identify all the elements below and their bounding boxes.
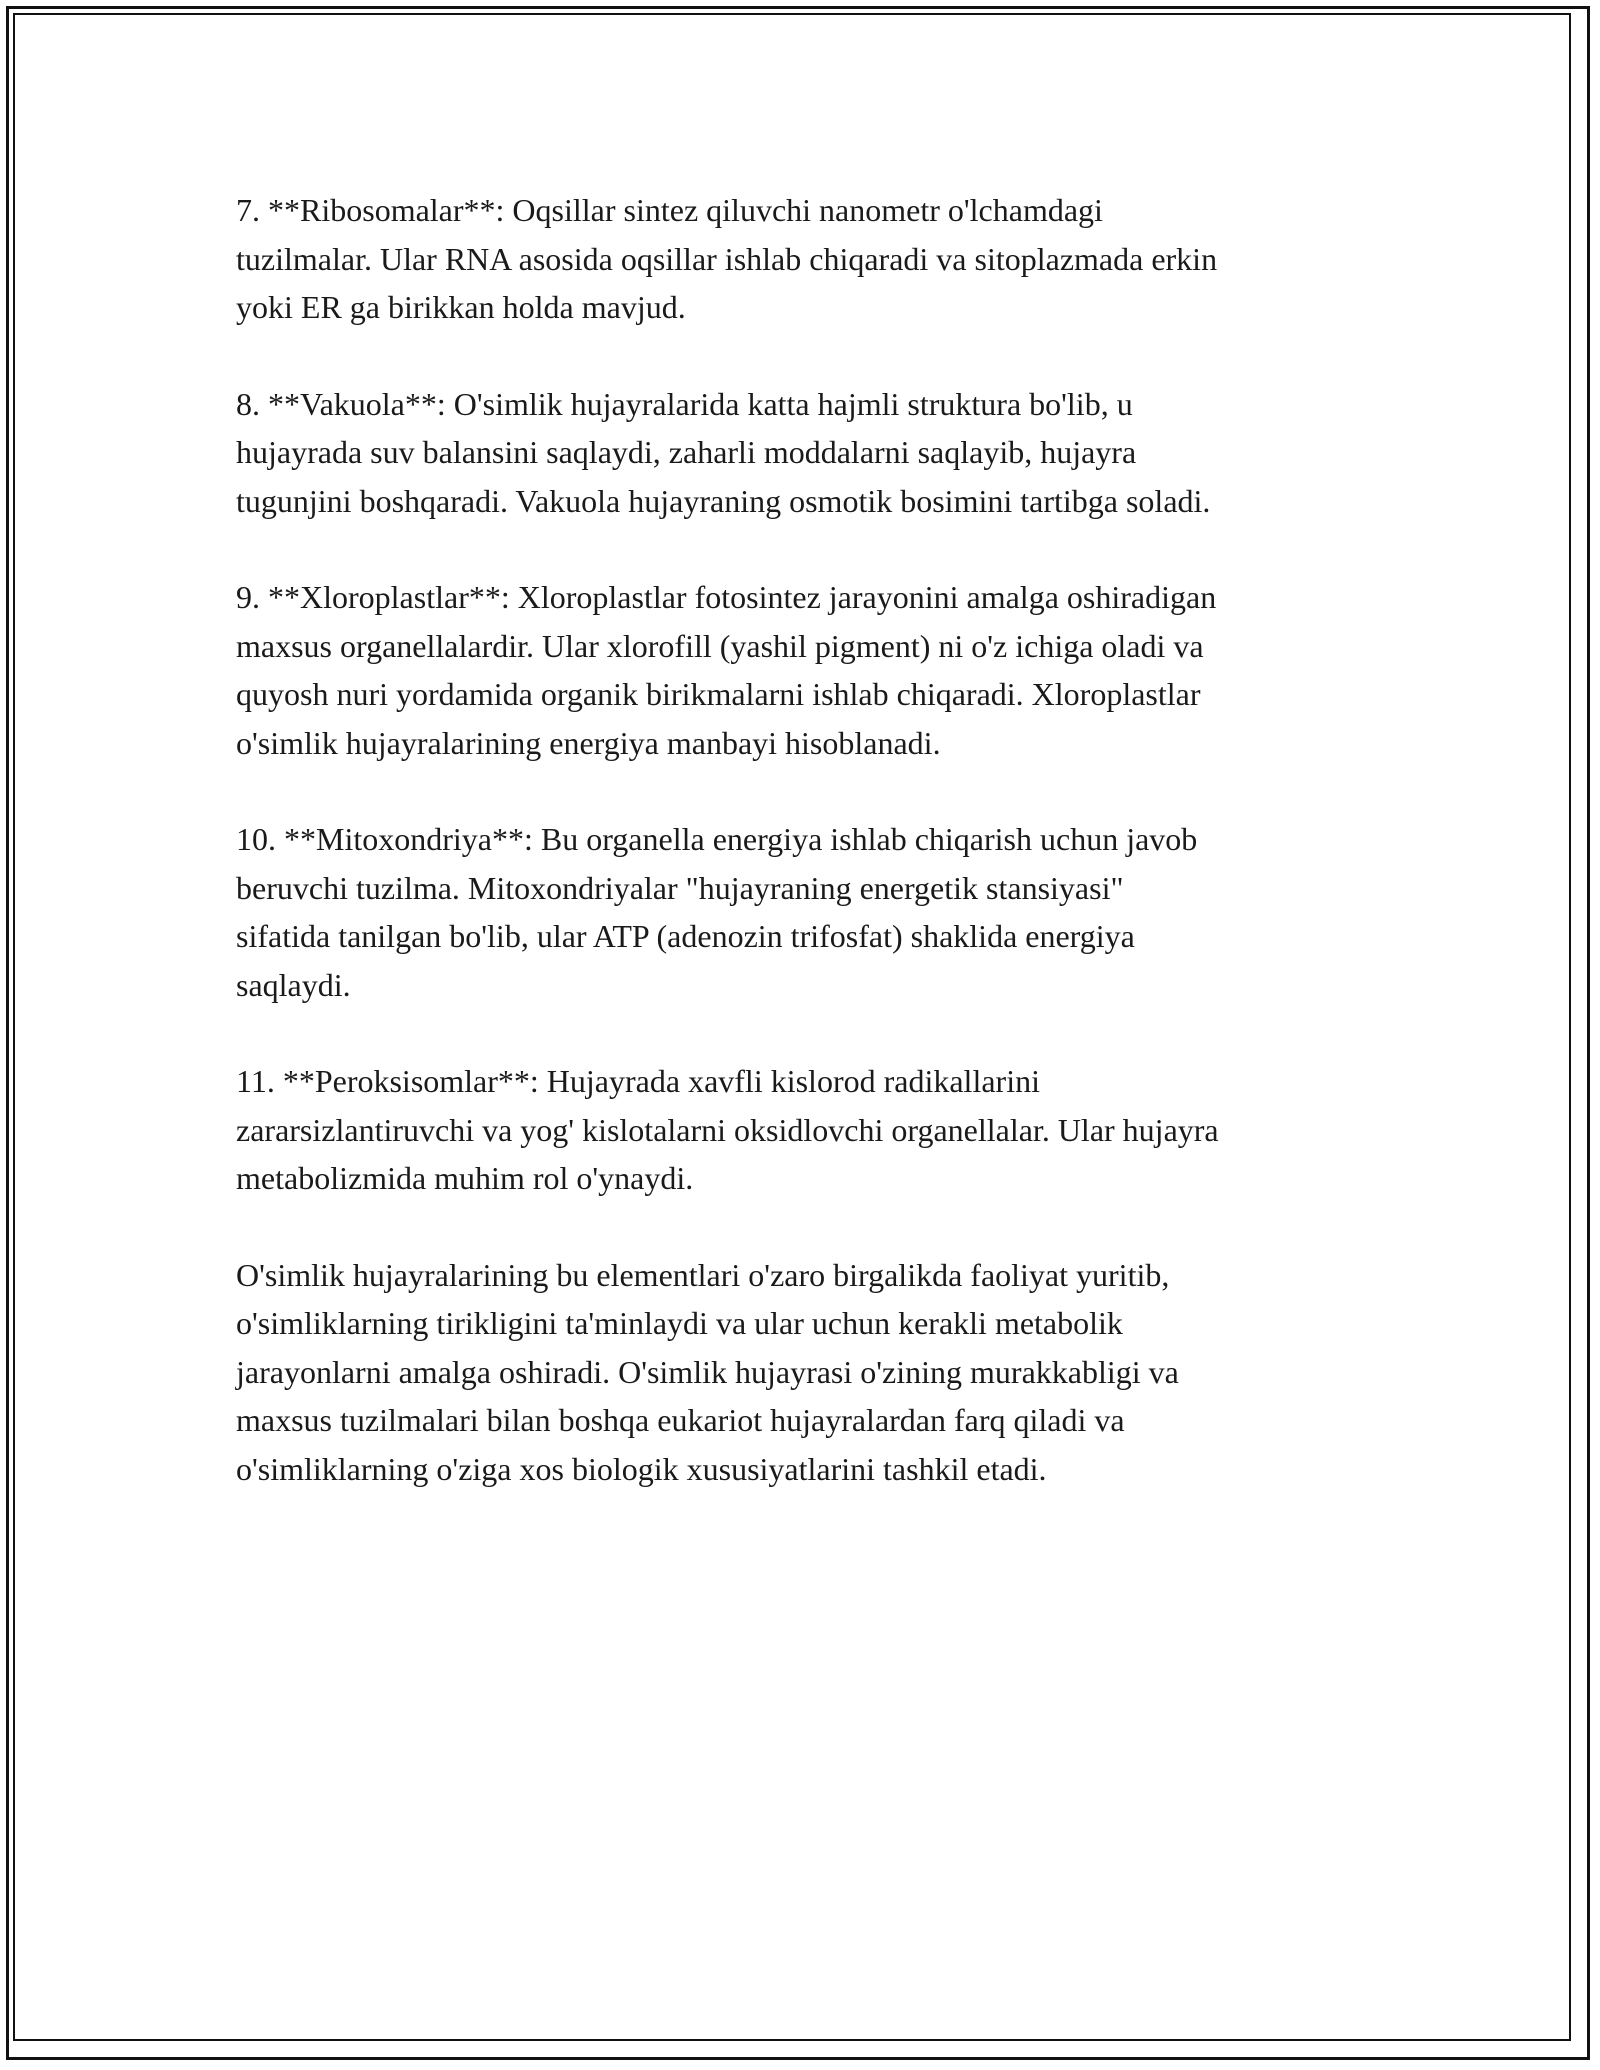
paragraph-ribosomalar: 7. **Ribosomalar**: Oqsillar sintez qiluvchi nanometr o'lchamdagi tuzilmalar. Ular RNA asosida oqsillar ishlab chiqaradi va sitoplazmada erkin yoki ER ga birikkan holda mavjud. [236, 192, 1218, 325]
paragraph-xloroplastlar: 9. **Xloroplastlar**: Xloroplastlar fotosintez jarayonini amalga oshiradigan maxsus organellalardir. Ular xlorofill (yashil pigment) ni o'z ichiga oladi va quyosh nuri yordamida organik birikmalarni ishlab chiqaradi. Xloroplastlar o'simlik hujayralarining energiya manbayi hisoblanadi. [236, 579, 1217, 761]
paragraph-mitoxondriya: 10. **Mitoxondriya**: Bu organella energiya ishlab chiqarish uchun javob beruvchi tuzilma. Mitoxondriyalar "hujayraning energetik stansiyasi" sifatida tanilgan bo'lib, ular ATP (adenozin trifosfat) shaklida energiya saqlaydi. [236, 821, 1198, 1003]
paragraph-conclusion: O'simlik hujayralarining bu elementlari o'zaro birgalikda faoliyat yuritib, o'simliklarning tirikligini ta'minlaydi va ular uchun kerakli metabolik jarayonlarni amalga oshiradi. O'simlik hujayrasi o'zining murakkabligi va maxsus tuzilmalari bilan boshqa eukariot hujayralardan farq qiladi va o'simliklarning o'ziga xos biologik xususiyatlarini tashkil etadi. [236, 1256, 1179, 1487]
document-body [236, 186, 1376, 1541]
paragraph-peroksisomlar: 11. **Peroksisomlar**: Hujayrada xavfli kislorod radikallarini zararsizlantiruvchi va yog' kislotalarni oksidlovchi organellalar. Ular hujayra metabolizmida muhim rol o'ynaydi. [236, 1063, 1219, 1196]
paragraph-vakuola: 8. **Vakuola**: O'simlik hujayralarida katta hajmli struktura bo'lib, u hujayrada suv balansini saqlaydi, zaharli moddalarni saqlayib, hujayra tugunjini boshqaradi. Vakuola hujayraning osmotik bosimini tartibga soladi. [236, 385, 1211, 519]
